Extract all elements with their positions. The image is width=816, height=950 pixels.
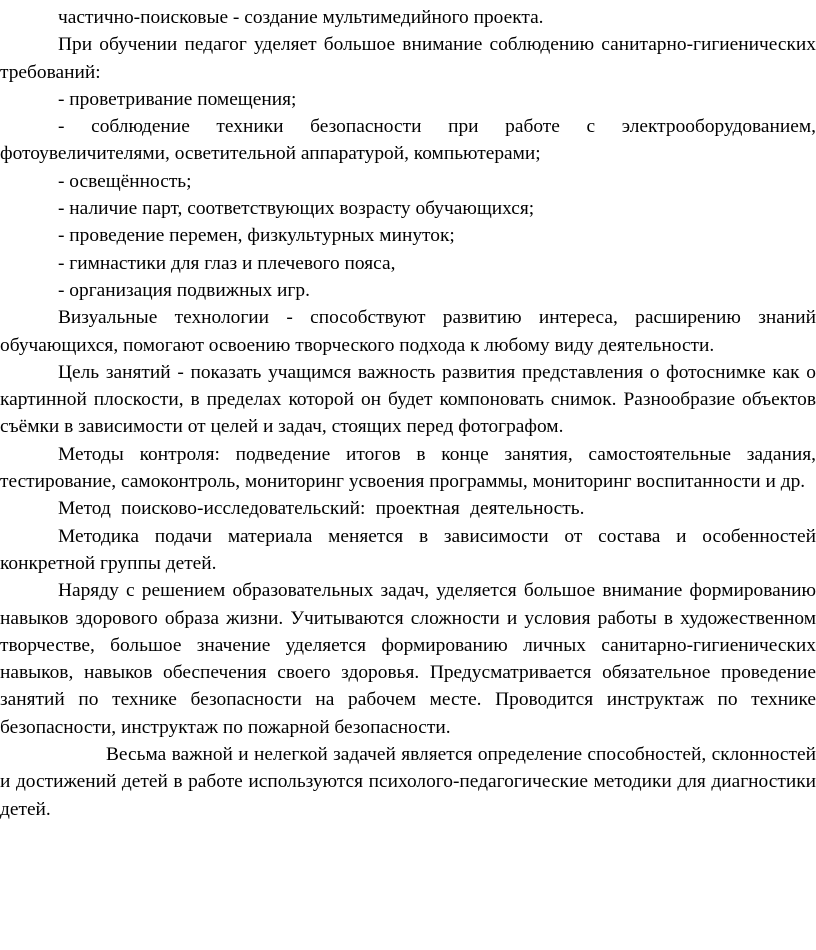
- list-item-gymnastics: - гимнастики для глаз и плечевого пояса,: [58, 252, 396, 274]
- list-item-safety-rules: - соблюдение техники безопасности при работе с электрооборудованием, фотоувеличителями, осветительной аппаратурой, компьютерами;: [0, 116, 816, 165]
- list-item-ventilation: - проветривание помещения;: [58, 88, 297, 110]
- paragraph-visual-technologies: Визуальные технологии - способствуют развитию интереса, расширению знаний обучающихся, помогают освоению творческого подхода к любому виду деятельности.: [0, 307, 816, 356]
- paragraph-methods-partial-search: частично-поисковые - создание мультимедийного проекта.: [58, 7, 544, 28]
- paragraph-control-methods: Методы контроля: подведение итогов в конце занятия, самостоятельные задания, тестирование, самоконтроль, мониторинг усвоения программы, мониторинг воспитанности и др.: [0, 443, 816, 493]
- paragraph-healthy-lifestyle: Наряду с решением образовательных задач, уделяется большое внимание формированию навыков здорового образа жизни. Учитываются сложности и условия работы в художественном творчестве, большое значение уделяется формированию личных санитарно-гигиенических навыков, навыков обеспечения своего здоровья. Предусматривается обязательное проведение занятий по технике безопасности на рабочем месте. Проводится инструктаж по технике безопасности, инструктаж по пожарной безопасности.: [0, 580, 816, 738]
- paragraph-research-method: Метод поисково-исследовательский: проектная деятельность.: [58, 498, 585, 520]
- paragraph-diagnostics: Весьма важной и нелегкой задачей является определение способностей, склонностей и достижений детей в работе используются психолого-педагогические методики для диагностики детей.: [0, 744, 816, 820]
- paragraph-sanitary-requirements: При обучении педагог уделяет большое внимание соблюдению санитарно-гигиенических требований:: [0, 34, 816, 83]
- list-item-outdoor-games: - организация подвижных игр.: [58, 279, 310, 301]
- paragraph-lesson-goal: Цель занятий - показать учащимся важность развития представления о фотоснимке как о картинной плоскости, в пределах которой он будет компоновать снимок. Разнообразие объектов съёмки в зависимости от целей и задач, стоящих перед фотографом.: [0, 361, 816, 438]
- paragraph-teaching-methodology: Методика подачи материала меняется в зависимости от состава и особенностей конкретной группы детей.: [0, 525, 816, 574]
- list-item-lighting: - освещённость;: [58, 170, 192, 192]
- list-item-desks: - наличие парт, соответствующих возрасту обучающихся;: [58, 198, 535, 220]
- list-item-breaks: - проведение перемен, физкультурных минуток;: [58, 225, 455, 247]
